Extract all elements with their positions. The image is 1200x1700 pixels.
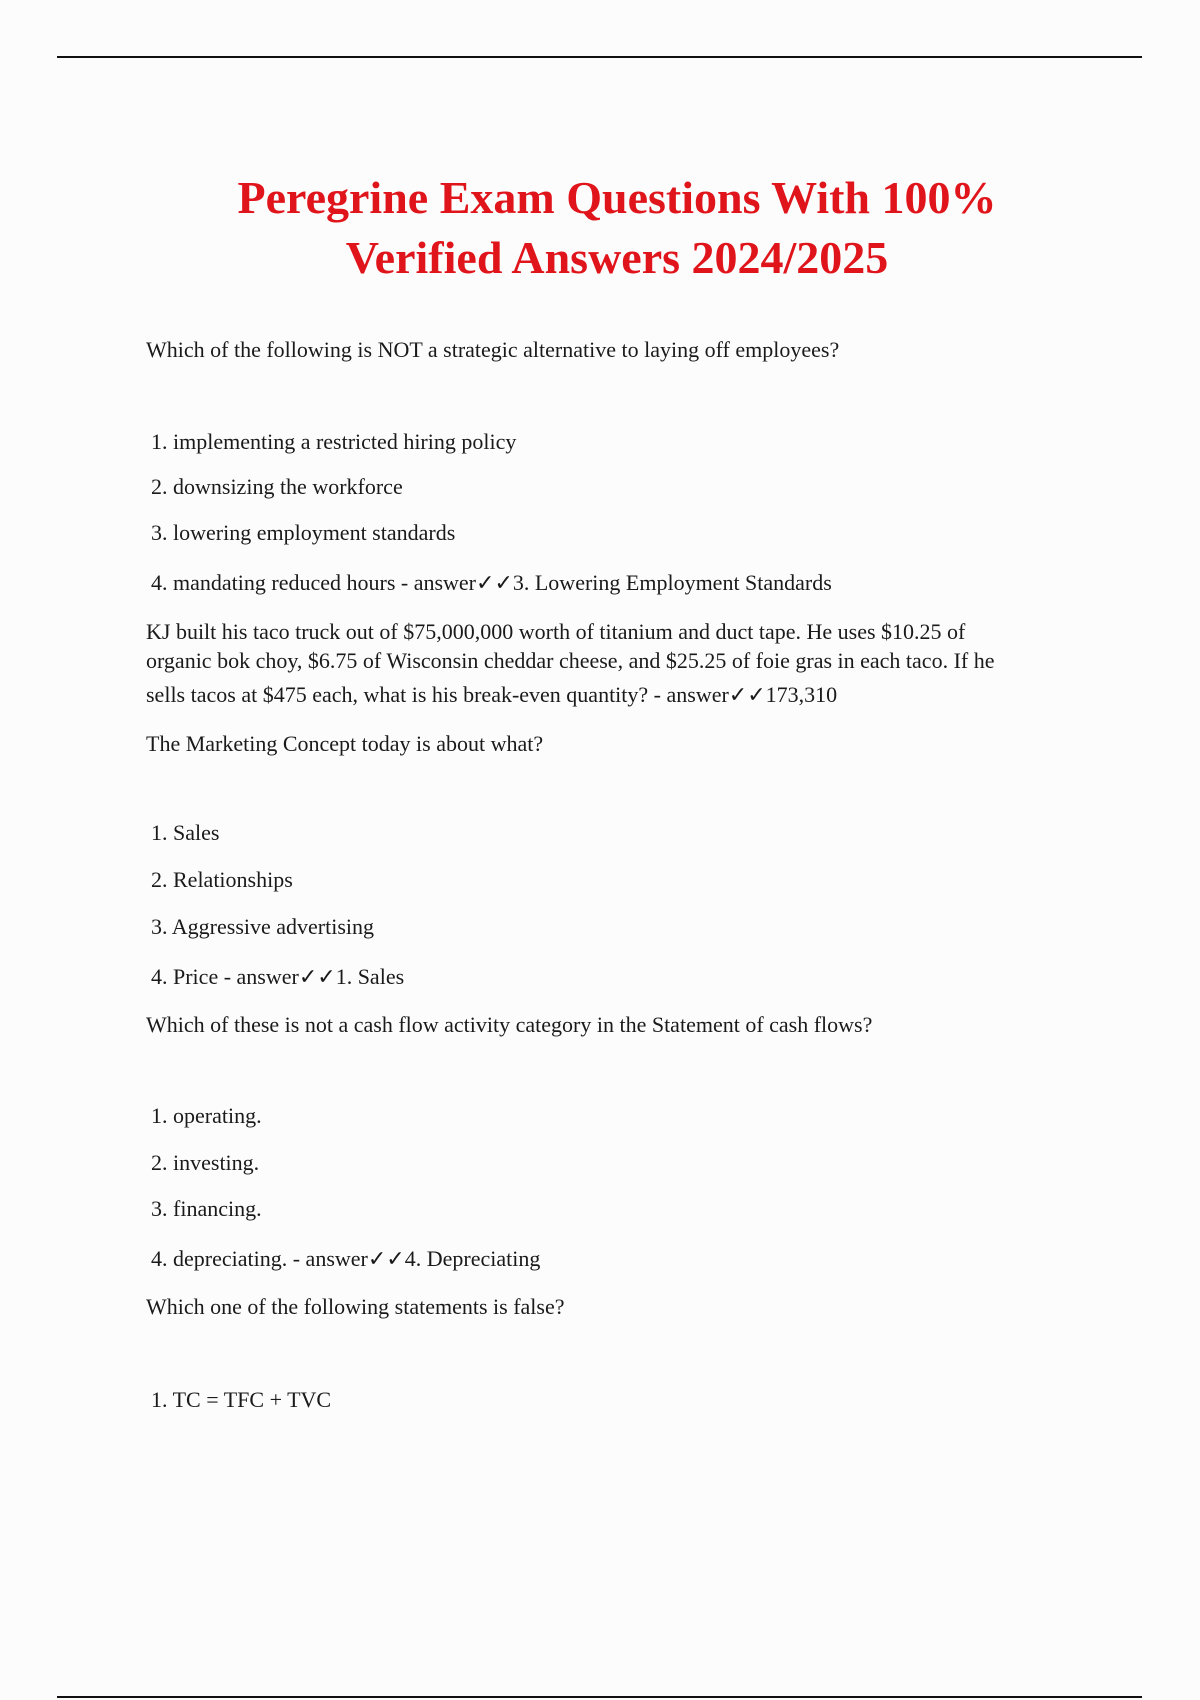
question-4-option-3: 3. financing. <box>151 1196 262 1221</box>
question-2-line-2: organic bok choy, $6.75 of Wisconsin cheddar cheese, and $25.25 of foie gras in each taco. If he <box>146 648 995 673</box>
question-3-text: The Marketing Concept today is about what? <box>146 731 544 756</box>
question-4-option-1: 1. operating. <box>151 1103 262 1128</box>
question-1-option-3: 3. lowering employment standards <box>151 520 456 545</box>
top-rule <box>57 56 1142 58</box>
question-5-option-1: 1. TC = TFC + TVC <box>151 1387 332 1412</box>
question-3-option-4-answer: 4. Price - answer✓✓1. Sales <box>151 964 405 989</box>
question-2-line-1: KJ built his taco truck out of $75,000,000 worth of titanium and duct tape. He uses $10.25 of <box>146 619 966 644</box>
document-title <box>0 168 1200 288</box>
question-3-option-3: 3. Aggressive advertising <box>151 914 375 939</box>
question-1-option-4-answer: 4. mandating reduced hours - answer✓✓3. Lowering Employment Standards <box>151 570 832 595</box>
bottom-rule <box>57 1696 1142 1698</box>
question-4-option-4-answer: 4. depreciating. - answer✓✓4. Depreciating <box>151 1246 541 1271</box>
question-1-text: Which of the following is NOT a strategic alternative to laying off employees? <box>146 337 840 362</box>
title-line-1: Peregrine Exam Questions With 100% <box>237 172 997 223</box>
title-line-2: Verified Answers 2024/2025 <box>345 232 889 283</box>
question-4-text: Which of these is not a cash flow activity category in the Statement of cash flows? <box>146 1012 873 1037</box>
question-5-text: Which one of the following statements is false? <box>146 1294 565 1319</box>
question-1-option-1: 1. implementing a restricted hiring policy <box>151 429 517 454</box>
question-4-option-2: 2. investing. <box>151 1150 260 1175</box>
question-2-line-3-answer: sells tacos at $475 each, what is his break-even quantity? - answer✓✓173,310 <box>146 682 838 707</box>
question-3-option-1: 1. Sales <box>151 820 220 845</box>
question-3-option-2: 2. Relationships <box>151 867 293 892</box>
question-1-option-2: 2. downsizing the workforce <box>151 474 403 499</box>
